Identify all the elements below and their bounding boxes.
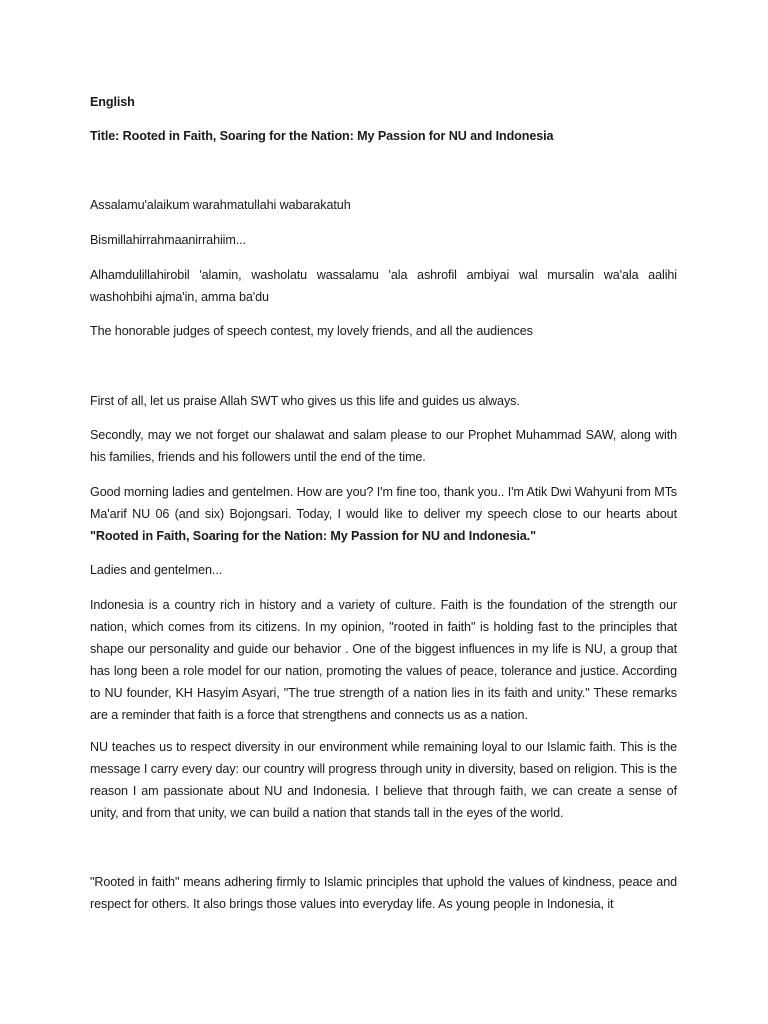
shalawat-paragraph: Secondly, may we not forget our shalawat and salam please to our Prophet Muhammad SAW, along with his families, friends and his followers until the end of the time. [90,428,677,464]
intro-bold-title: "Rooted in Faith, Soaring for the Nation: My Passion for NU and Indonesia." [90,529,536,543]
intro-text: Good morning ladies and gentelmen. How are you? I'm fine too, thank you.. I'm Atik Dwi Wahyuni from MTs Ma'arif NU 06 (and six) Bojongsari. Today, I would like to deliver my speech close to our hearts about [90,485,677,521]
basmalah-paragraph: Bismillahirrahmaanirrahiim... [90,233,246,247]
hamdalah-paragraph: Alhamdulillahirobil 'alamin, washolatu wassalamu 'ala ashrofil ambiyai wal mursalin wa'ala aalihi washohbihi ajma'in, amma ba'du [90,268,677,304]
document-title: Title: Rooted in Faith, Soaring for the Nation: My Passion for NU and Indonesia [90,129,554,143]
praise-paragraph: First of all, let us praise Allah SWT who gives us this life and guides us always. [90,394,520,408]
intro-paragraph [90,481,677,547]
language-label: English [90,95,135,109]
rooted-paragraph: "Rooted in faith" means adhering firmly to Islamic principles that uphold the values of kindness, peace and respect for others. It also brings those values into everyday life. As young people in Indonesia, it [90,875,677,911]
ladies-paragraph: Ladies and gentelmen... [90,563,223,577]
greeting-paragraph: Assalamu'alaikum warahmatullahi wabarakatuh [90,198,351,212]
nu-paragraph: NU teaches us to respect diversity in our environment while remaining loyal to our Islamic faith. This is the message I carry every day: our country will progress through unity in diversity, based on religion. This is the reason I am passionate about NU and Indonesia. I believe that through faith, we can create a sense of unity, and from that unity, we can build a nation that stands tall in the eyes of the world. [90,740,677,820]
address-paragraph: The honorable judges of speech contest, my lovely friends, and all the audiences [90,324,533,338]
indonesia-paragraph: Indonesia is a country rich in history and a variety of culture. Faith is the foundation of the strength our nation, which comes from its citizens. In my opinion, "rooted in faith" is holding fast to the principles that shape our personality and guide our behavior . One of the biggest influences in my life is NU, a group that has long been a role model for our nation, promoting the values of peace, tolerance and justice. According to NU founder, KH Hasyim Asyari, "The true strength of a nation lies in its faith and unity." These remarks are a reminder that faith is a force that strengthens and connects us as a nation. [90,598,677,722]
